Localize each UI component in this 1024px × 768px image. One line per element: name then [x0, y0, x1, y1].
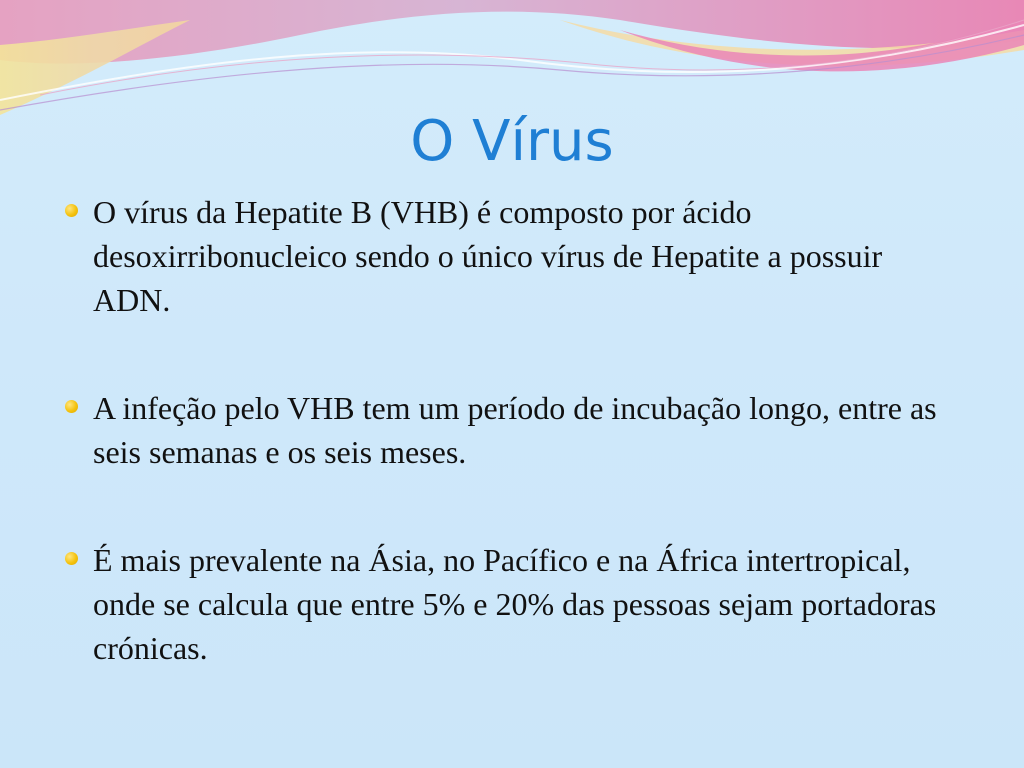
bullet-item	[60, 538, 960, 670]
bullet-dot-icon	[65, 204, 78, 217]
bullet-list	[60, 190, 960, 670]
bullet-text: É mais prevalente na Ásia, no Pacífico e na África intertropical, onde se calcula que entre 5% e 20% das pessoas sejam portadoras crónicas.	[93, 542, 937, 666]
bullet-item	[60, 190, 960, 322]
bullet-text: A infeção pelo VHB tem um período de incubação longo, entre as seis semanas e os seis meses.	[93, 390, 937, 470]
bullet-item	[60, 386, 960, 474]
slide-title: O Vírus	[410, 109, 614, 174]
bullet-dot-icon	[65, 552, 78, 565]
bullet-text: O vírus da Hepatite B (VHB) é composto por ácido desoxirribonucleico sendo o único vírus de Hepatite a possuir ADN.	[93, 194, 883, 318]
bullet-dot-icon	[65, 400, 78, 413]
